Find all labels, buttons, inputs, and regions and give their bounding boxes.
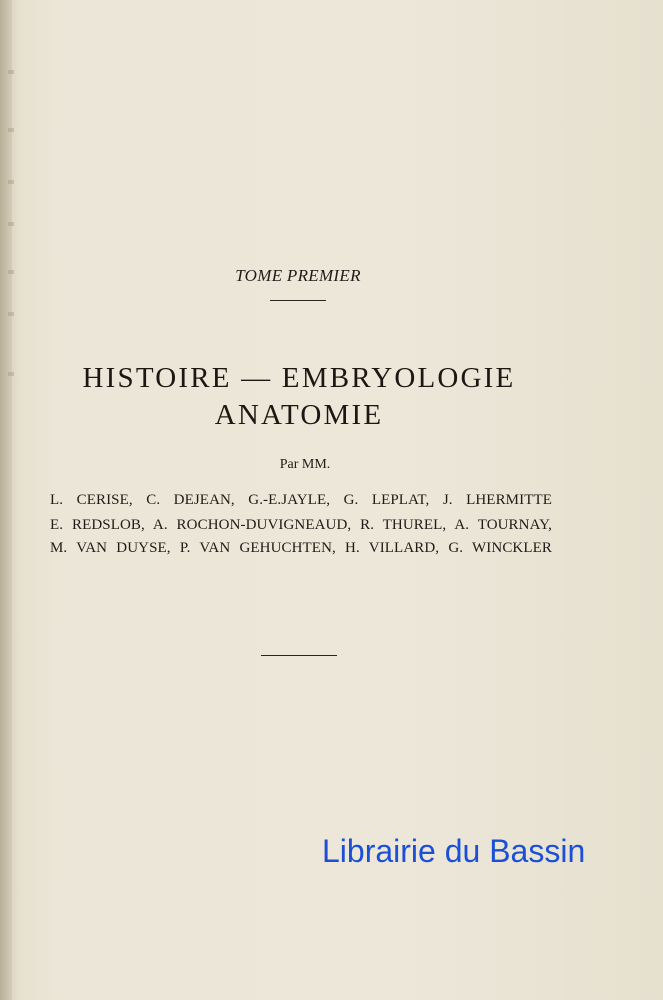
author-line-1: L. CERISE, C. DEJEAN, G.-E.JAYLE, G. LEPLAT, J. LHERMITTE [50, 492, 552, 508]
volume-label: TOME PREMIER [235, 266, 361, 285]
seller-watermark: Librairie du Bassin [322, 833, 586, 869]
bleed-through-mark [8, 222, 14, 226]
bleed-through-mark [8, 180, 14, 184]
short-rule [270, 300, 326, 301]
bleed-through-mark [8, 70, 14, 74]
author-line-3: M. VAN DUYSE, P. VAN GEHUCHTEN, H. VILLARD, G. WINCKLER [50, 540, 552, 556]
page-binding-edge [0, 0, 12, 1000]
author-line-2: E. REDSLOB, A. ROCHON-DUVIGNEAUD, R. THUREL, A. TOURNAY, [50, 517, 552, 533]
bleed-through-mark [8, 128, 14, 132]
title-line-2: ANATOMIE [214, 399, 384, 431]
bottom-rule [261, 655, 337, 656]
title-line-1: HISTOIRE — EMBRYOLOGIE [82, 362, 516, 394]
bleed-through-mark [8, 312, 14, 316]
authors-intro: Par MM. [279, 457, 331, 472]
